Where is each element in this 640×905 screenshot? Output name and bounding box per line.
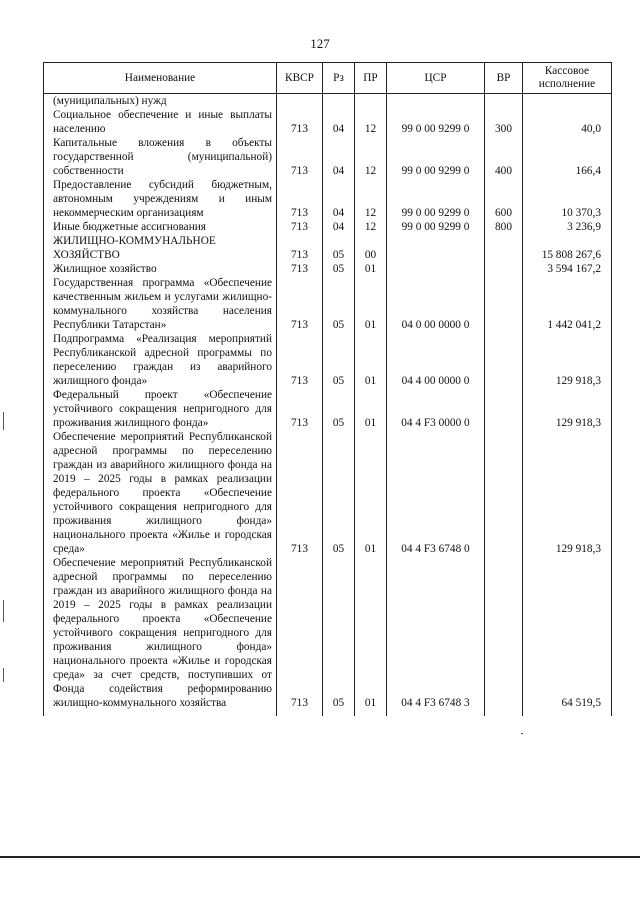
budget-execution-table xyxy=(43,62,612,716)
row-name: Иные бюджетные ассигнования xyxy=(44,220,277,234)
row-name: Обеспечение мероприятий Республиканской адресной программы по переселению граждан из аварийного жилищного фонда на 2019 – 2025 годы в рамках реализации федерального проекта «Обеспечение устойчивого сокращения непригодного для проживания жилищного фонда» национального проекта «Жилье и городская среда» xyxy=(44,430,277,556)
row-amount: 166,4 xyxy=(523,136,612,178)
row-pr: 00 xyxy=(355,234,387,262)
row-amount: 129 918,3 xyxy=(523,430,612,556)
row-rz: 04 xyxy=(323,136,355,178)
row-kvsr: 713 xyxy=(277,234,323,262)
row-vr xyxy=(485,94,523,109)
row-name: Государственная программа «Обеспечение качественным жильем и услугами жилищно-коммунального хозяйства населения Республики Татарстан» xyxy=(44,276,277,332)
row-kvsr: 713 xyxy=(277,388,323,430)
row-kvsr: 713 xyxy=(277,332,323,388)
row-rz: 05 xyxy=(323,262,355,276)
row-name: Подпрограмма «Реализация мероприятий Республиканской адресной программы по переселению граждан из аварийного жилищного фонда» xyxy=(44,332,277,388)
row-rz xyxy=(323,94,355,109)
table-row xyxy=(44,94,612,109)
row-pr: 01 xyxy=(355,262,387,276)
row-vr xyxy=(485,556,523,710)
row-pr: 12 xyxy=(355,178,387,220)
row-csr: 99 0 00 9299 0 xyxy=(387,220,485,234)
row-vr xyxy=(485,388,523,430)
row-amount: 64 519,5 xyxy=(523,556,612,710)
row-pr: 12 xyxy=(355,136,387,178)
row-pr: 01 xyxy=(355,430,387,556)
row-kvsr: 713 xyxy=(277,262,323,276)
row-pr: 12 xyxy=(355,108,387,136)
row-csr: 04 4 F3 0000 0 xyxy=(387,388,485,430)
row-vr xyxy=(485,234,523,262)
row-vr: 600 xyxy=(485,178,523,220)
row-rz: 05 xyxy=(323,430,355,556)
row-kvsr: 713 xyxy=(277,276,323,332)
row-rz: 05 xyxy=(323,276,355,332)
row-kvsr: 713 xyxy=(277,430,323,556)
scan-edge-mark xyxy=(3,412,4,430)
row-rz: 04 xyxy=(323,108,355,136)
page-number: 127 xyxy=(310,36,330,51)
header-csr: ЦСР xyxy=(387,63,485,94)
row-amount: 129 918,3 xyxy=(523,388,612,430)
row-csr xyxy=(387,234,485,262)
row-amount: 3 594 167,2 xyxy=(523,262,612,276)
row-kvsr: 713 xyxy=(277,220,323,234)
table-row xyxy=(44,276,612,332)
table-spacer-row xyxy=(44,710,612,716)
row-name: Жилищное хозяйство xyxy=(44,262,277,276)
row-amount: 40,0 xyxy=(523,108,612,136)
row-csr: 04 4 F3 6748 3 xyxy=(387,556,485,710)
row-amount: 129 918,3 xyxy=(523,332,612,388)
row-amount xyxy=(523,94,612,109)
table-row xyxy=(44,234,612,262)
row-pr xyxy=(355,94,387,109)
scan-speck xyxy=(521,733,523,734)
table-row xyxy=(44,108,612,136)
row-csr: 04 4 F3 6748 0 xyxy=(387,430,485,556)
row-csr: 99 0 00 9299 0 xyxy=(387,136,485,178)
row-amount: 1 442 041,2 xyxy=(523,276,612,332)
header-name: Наименование xyxy=(44,63,277,94)
row-vr: 800 xyxy=(485,220,523,234)
row-name: (муниципальных) нужд xyxy=(44,94,277,109)
table-row xyxy=(44,262,612,276)
row-name: ЖИЛИЩНО-КОММУНАЛЬНОЕ ХОЗЯЙСТВО xyxy=(44,234,277,262)
row-rz: 04 xyxy=(323,220,355,234)
row-name: Предоставление субсидий бюджетным, автономным учреждениям и иным некоммерческим организациям xyxy=(44,178,277,220)
table-row xyxy=(44,556,612,710)
table-row xyxy=(44,220,612,234)
row-pr: 01 xyxy=(355,388,387,430)
table-row xyxy=(44,178,612,220)
row-pr: 01 xyxy=(355,332,387,388)
header-amount: Кассовое исполнение xyxy=(523,63,612,94)
row-rz: 05 xyxy=(323,556,355,710)
page-bottom-rule xyxy=(0,856,640,858)
table-row xyxy=(44,136,612,178)
row-csr xyxy=(387,262,485,276)
row-pr: 01 xyxy=(355,556,387,710)
row-pr: 12 xyxy=(355,220,387,234)
row-amount: 15 808 267,6 xyxy=(523,234,612,262)
row-name: Капитальные вложения в объекты государственной (муниципальной) собственности xyxy=(44,136,277,178)
header-pr: ПР xyxy=(355,63,387,94)
row-kvsr: 713 xyxy=(277,108,323,136)
row-kvsr xyxy=(277,94,323,109)
scan-edge-mark xyxy=(3,668,4,682)
table-row xyxy=(44,332,612,388)
row-csr: 99 0 00 9299 0 xyxy=(387,178,485,220)
row-kvsr: 713 xyxy=(277,178,323,220)
row-rz: 04 xyxy=(323,178,355,220)
row-csr xyxy=(387,94,485,109)
row-vr xyxy=(485,262,523,276)
row-amount: 3 236,9 xyxy=(523,220,612,234)
row-amount: 10 370,3 xyxy=(523,178,612,220)
row-csr: 04 0 00 0000 0 xyxy=(387,276,485,332)
row-kvsr: 713 xyxy=(277,556,323,710)
row-vr xyxy=(485,276,523,332)
header-rz: Рз xyxy=(323,63,355,94)
row-pr: 01 xyxy=(355,276,387,332)
row-vr xyxy=(485,332,523,388)
row-kvsr: 713 xyxy=(277,136,323,178)
row-vr: 300 xyxy=(485,108,523,136)
row-name: Обеспечение мероприятий Республиканской адресной программы по переселению граждан из аварийного жилищного фонда на 2019 – 2025 годы в рамках реализации федерального проекта «Обеспечение устойчивого сокращения непригодного для проживания жилищного фонда» национального проекта «Жилье и городская среда» за счет средств, поступивших от Фонда содействия реформированию жилищно-коммунального хозяйства xyxy=(44,556,277,710)
header-kvsr: КВСР xyxy=(277,63,323,94)
table-row xyxy=(44,388,612,430)
row-vr xyxy=(485,430,523,556)
row-name: Социальное обеспечение и иные выплаты населению xyxy=(44,108,277,136)
scan-edge-mark xyxy=(3,600,4,622)
row-rz: 05 xyxy=(323,388,355,430)
header-vr: ВР xyxy=(485,63,523,94)
row-rz: 05 xyxy=(323,234,355,262)
row-rz: 05 xyxy=(323,332,355,388)
row-name: Федеральный проект «Обеспечение устойчивого сокращения непригодного для проживания жилищного фонда» xyxy=(44,388,277,430)
row-csr: 04 4 00 0000 0 xyxy=(387,332,485,388)
row-csr: 99 0 00 9299 0 xyxy=(387,108,485,136)
table-row xyxy=(44,430,612,556)
table-header-row xyxy=(44,63,612,94)
row-vr: 400 xyxy=(485,136,523,178)
